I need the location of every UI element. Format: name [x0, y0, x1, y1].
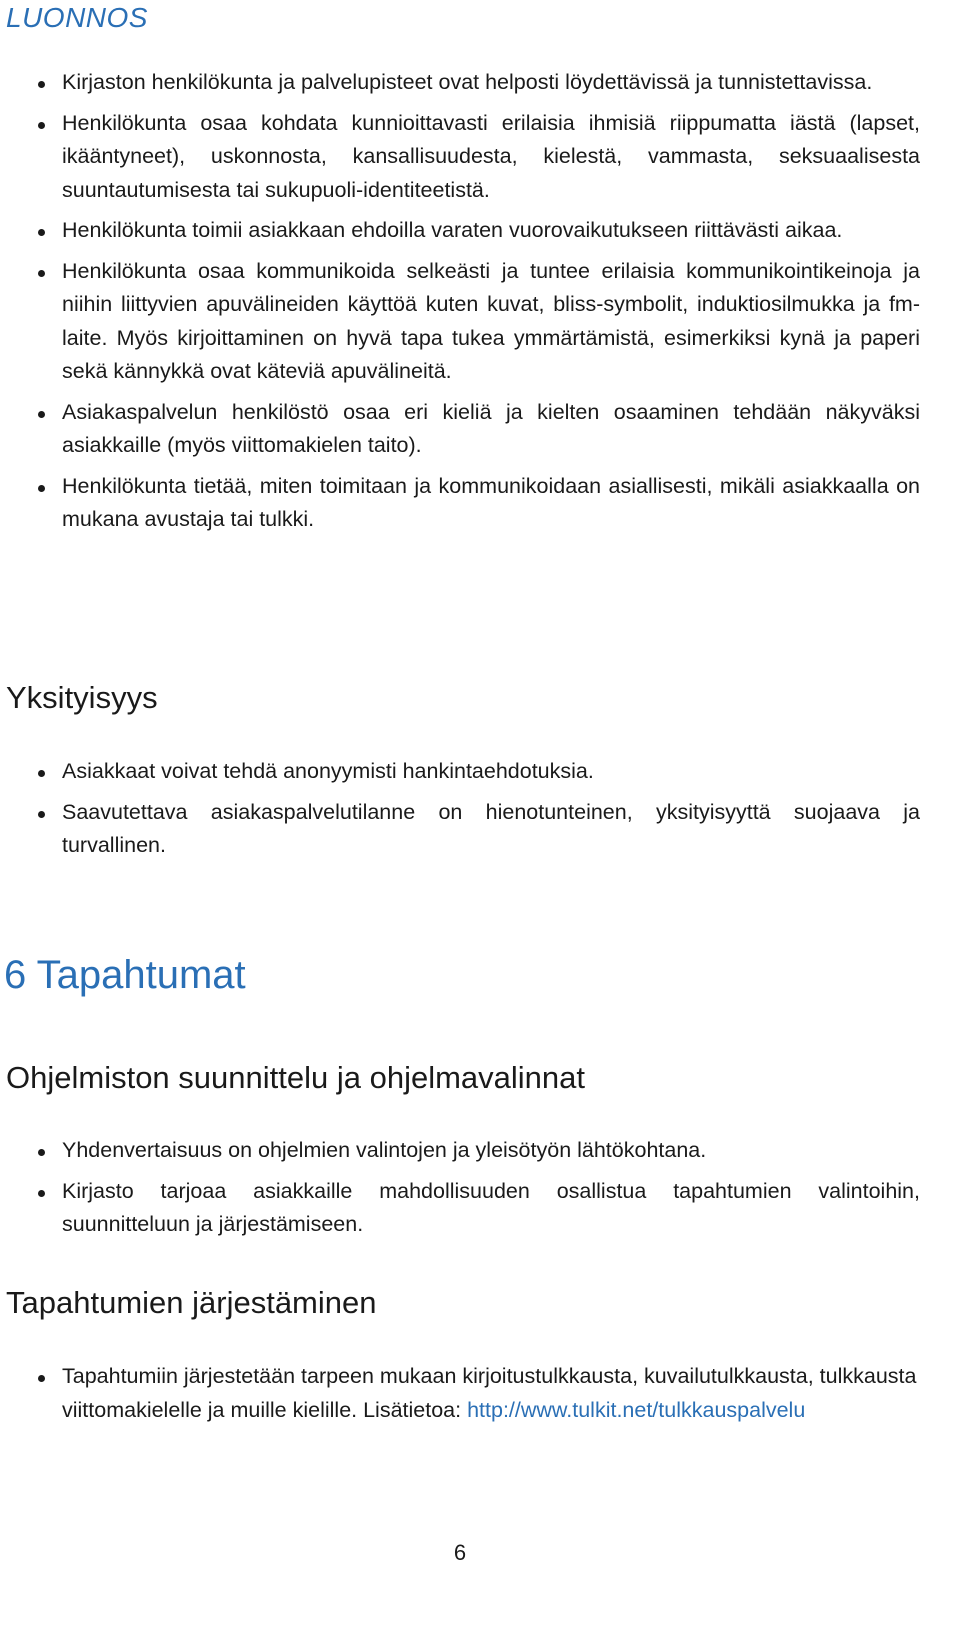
list-item: Tapahtumiin järjestetään tarpeen mukaan kirjoitustulkkausta, kuvailutulkkausta, tulkkausta viittomakielelle ja muille kielille. Lisätietoa: http://www.tulkit.net/tulkkauspalvelu [0, 1360, 960, 1427]
section-heading-events: Tapahtumien järjestäminen [6, 1285, 377, 1320]
intro-list [0, 66, 960, 544]
list-item: Henkilökunta osaa kohdata kunnioittavasti erilaisia ihmisiä riippumatta iästä (lapset, ikääntyneet), uskonnosta, kansallisuudesta, kielestä, vammasta, seksuaalisesta suuntautumisesta tai sukupuoli-identiteetistä. [0, 107, 960, 208]
list-item: Kirjasto tarjoaa asiakkaille mahdollisuuden osallistua tapahtumien valintoihin, suunnitteluun ja järjestämiseen. [0, 1175, 960, 1242]
section-heading-privacy: Yksityisyys [6, 680, 158, 715]
program-list [0, 1134, 960, 1249]
bullet-icon [38, 1375, 45, 1382]
privacy-list [0, 755, 960, 870]
bullet-icon [38, 1149, 45, 1156]
list-item: Henkilökunta osaa kommunikoida selkeästi ja tuntee erilaisia kommunikointikeinoja ja niihin liittyvien apuvälineiden käyttöä kuten kuvat, bliss-symbolit, induktiosilmukka ja fm-laite. Myös kirjoittaminen on hyvä tapa tukea ymmärtämistä, esimerkiksi kynä ja paperi sekä kännykkä ovat käteviä apuvälineitä. [0, 255, 960, 389]
list-item: Yhdenvertaisuus on ohjelmien valintojen ja yleisötyön lähtökohtana. [0, 1134, 960, 1168]
list-item: Henkilökunta tietää, miten toimitaan ja kommunikoidaan asiallisesti, mikäli asiakkaalla on mukana avustaja tai tulkki. [0, 470, 960, 537]
section-heading-program: Ohjelmiston suunnittelu ja ohjelmavalinnat [6, 1060, 585, 1095]
list-item: Kirjaston henkilökunta ja palvelupisteet ovat helposti löydettävissä ja tunnistettavissa. [0, 66, 960, 100]
list-item: Asiakkaat voivat tehdä anonyymisti hankintaehdotuksia. [0, 755, 960, 789]
list-item: Saavutettava asiakaspalvelutilanne on hienotunteinen, yksityisyyttä suojaava ja turvallinen. [0, 796, 960, 863]
bullet-icon [38, 411, 45, 418]
events-list [0, 1360, 960, 1434]
bullet-icon [38, 81, 45, 88]
draft-label: LUONNOS [6, 2, 148, 33]
list-item: Henkilökunta toimii asiakkaan ehdoilla varaten vuorovaikutukseen riittävästi aikaa. [0, 214, 960, 248]
bullet-icon [38, 270, 45, 277]
list-item: Asiakaspalvelun henkilöstö osaa eri kieliä ja kielten osaaminen tehdään näkyväksi asiakkaille (myös viittomakielen taito). [0, 396, 960, 463]
bullet-icon [38, 229, 45, 236]
bullet-icon [38, 485, 45, 492]
page-number: 6 [453, 1540, 467, 1565]
tulkit-link[interactable]: http://www.tulkit.net/tulkkauspalvelu [467, 1397, 806, 1422]
chapter-title: 6 Tapahtumat [4, 953, 246, 997]
bullet-icon [38, 1190, 45, 1197]
bullet-icon [38, 122, 45, 129]
bullet-icon [38, 811, 45, 818]
bullet-icon [38, 770, 45, 777]
